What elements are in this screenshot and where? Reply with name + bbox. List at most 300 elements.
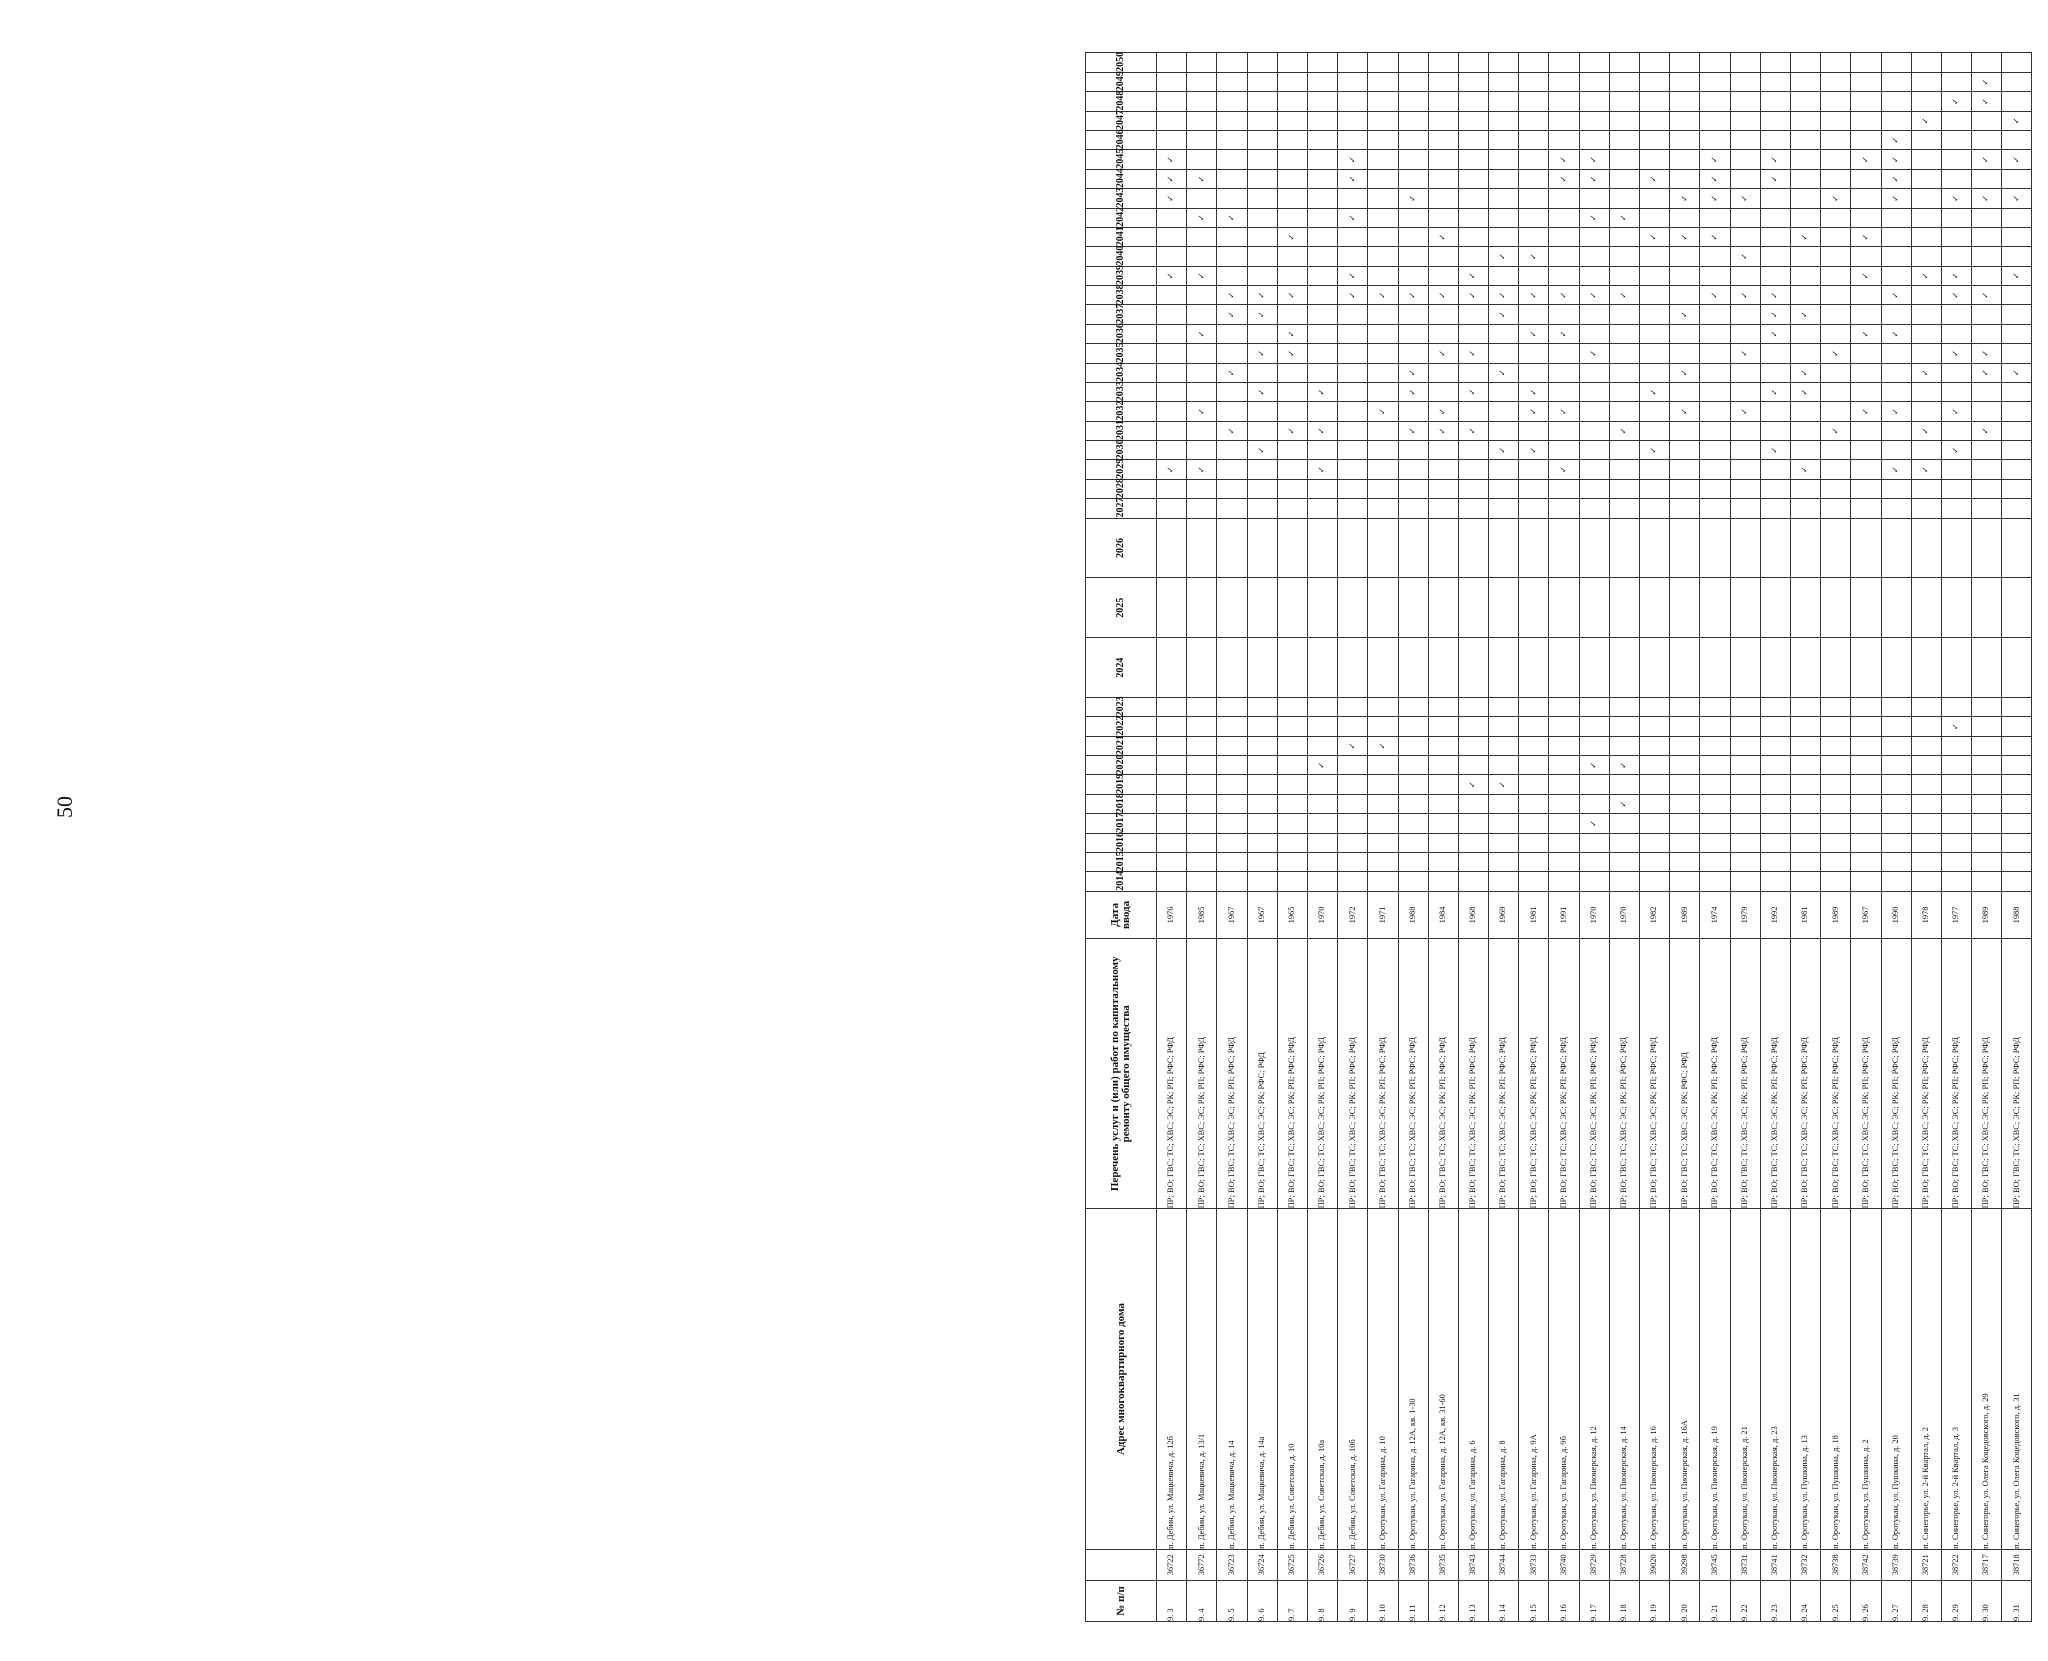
year-cell — [2002, 208, 2032, 227]
year-cell — [1519, 499, 1549, 518]
year-mark: ✓ — [1911, 266, 1941, 285]
year-cell — [1972, 736, 2002, 755]
year-cell — [1640, 402, 1670, 421]
year-cell — [1428, 756, 1458, 775]
year-cell — [1277, 53, 1307, 73]
year-cell — [1307, 578, 1337, 638]
year-cell — [1579, 638, 1609, 698]
year-cell — [1368, 717, 1398, 736]
year-cell — [1821, 208, 1851, 227]
year-cell — [1307, 441, 1337, 460]
year-cell — [1157, 344, 1187, 363]
year-cell — [1640, 518, 1670, 578]
year-cell — [1398, 227, 1428, 246]
year-cell — [1458, 111, 1488, 130]
year-cell — [1881, 72, 1911, 91]
year-cell — [1609, 638, 1639, 698]
year-mark: ✓ — [1579, 150, 1609, 169]
year-cell — [1670, 247, 1700, 266]
table-row — [1760, 53, 1790, 1622]
year-cell — [1368, 324, 1398, 343]
year-cell — [1519, 833, 1549, 852]
year-cell — [1911, 499, 1941, 518]
house-code: 36725 — [1277, 1549, 1307, 1580]
year-cell — [1730, 421, 1760, 440]
year-cell — [1941, 131, 1971, 150]
year-cell — [1187, 756, 1217, 775]
year-cell — [1670, 382, 1700, 401]
year-mark: ✓ — [1911, 460, 1941, 479]
year-cell — [1911, 794, 1941, 813]
house-code: 38732 — [1790, 1549, 1820, 1580]
year-cell — [1911, 92, 1941, 111]
year-cell — [1609, 324, 1639, 343]
year-cell — [1730, 717, 1760, 736]
year-cell — [1549, 227, 1579, 246]
year-cell — [1458, 247, 1488, 266]
year-cell — [1609, 247, 1639, 266]
house-address: п. Оротукан, ул. Гагарина, д. 8 — [1489, 1209, 1519, 1549]
year-mark: ✓ — [1277, 344, 1307, 363]
year-mark: ✓ — [1519, 247, 1549, 266]
year-cell — [1640, 266, 1670, 285]
year-cell — [1851, 131, 1881, 150]
year-mark: ✓ — [1911, 421, 1941, 440]
year-cell — [1398, 131, 1428, 150]
year-cell — [1700, 402, 1730, 421]
table-header-row — [1086, 53, 1157, 1622]
house-code: 38722 — [1941, 1549, 1971, 1580]
header-year-2019: 2019 — [1086, 775, 1157, 794]
year-mark: ✓ — [1760, 324, 1790, 343]
year-mark: ✓ — [1972, 421, 2002, 440]
house-address: п. Оротукан, ул. Пушкина, д. 20 — [1881, 1209, 1911, 1549]
year-cell — [1640, 736, 1670, 755]
year-cell — [1428, 169, 1458, 188]
house-code: 36724 — [1247, 1549, 1277, 1580]
year-cell — [1458, 872, 1488, 891]
table-row — [2002, 53, 2032, 1622]
year-cell — [1941, 227, 1971, 246]
year-cell — [1307, 363, 1337, 382]
year-cell — [1458, 518, 1488, 578]
row-number: 9. 31 — [2002, 1580, 2032, 1621]
year-mark: ✓ — [1881, 324, 1911, 343]
year-cell — [1519, 460, 1549, 479]
year-cell — [1277, 363, 1307, 382]
header-year-2032: 2032 — [1086, 402, 1157, 421]
year-cell — [1579, 72, 1609, 91]
year-cell — [1579, 872, 1609, 891]
commission-date: 1967 — [1247, 891, 1277, 938]
year-cell — [1972, 697, 2002, 716]
year-cell — [1519, 697, 1549, 716]
year-cell — [1247, 208, 1277, 227]
year-cell — [1821, 697, 1851, 716]
year-cell — [1941, 421, 1971, 440]
year-cell — [1670, 794, 1700, 813]
year-cell — [1972, 852, 2002, 871]
house-code: 38745 — [1700, 1549, 1730, 1580]
year-cell — [1217, 382, 1247, 401]
year-mark: ✓ — [1187, 402, 1217, 421]
year-mark: ✓ — [1549, 150, 1579, 169]
house-address: п. Синегорье, ул. Олега Коцедовского, д. 31 — [2002, 1209, 2032, 1549]
house-code: 36727 — [1338, 1549, 1368, 1580]
year-cell — [1338, 578, 1368, 638]
year-cell — [1821, 578, 1851, 638]
year-cell — [1579, 717, 1609, 736]
year-cell — [1217, 756, 1247, 775]
year-cell — [1307, 697, 1337, 716]
year-cell — [1911, 402, 1941, 421]
year-cell — [1519, 814, 1549, 833]
table-row — [1881, 53, 1911, 1622]
year-cell — [1217, 247, 1247, 266]
year-mark: ✓ — [1941, 189, 1971, 208]
year-cell — [1368, 344, 1398, 363]
works-list: ПР; ВО; ГВС; ТС; ХВС; ЭС; РК; РП; РФС; РФД — [1217, 939, 1247, 1209]
year-cell — [1398, 518, 1428, 578]
year-cell — [1247, 247, 1277, 266]
header-year-2025: 2025 — [1086, 578, 1157, 638]
house-address: п. Оротукан, ул. Гагарина, д. 12А, кв. 31-60 — [1428, 1209, 1458, 1549]
year-cell — [1428, 479, 1458, 498]
year-cell — [1851, 814, 1881, 833]
year-cell — [1790, 479, 1820, 498]
year-cell — [1941, 814, 1971, 833]
house-address: п. Оротукан, ул. Пушкина, д. 18 — [1821, 1209, 1851, 1549]
year-cell — [1458, 131, 1488, 150]
year-cell — [1157, 208, 1187, 227]
year-cell — [1640, 499, 1670, 518]
year-cell — [1790, 286, 1820, 305]
year-cell — [1217, 460, 1247, 479]
year-cell — [1911, 227, 1941, 246]
works-list: ПР; ВО; ГВС; ТС; ХВС; ЭС; РК; РП; РФС; РФД — [1489, 939, 1519, 1209]
year-cell — [1519, 756, 1549, 775]
year-cell — [1760, 344, 1790, 363]
year-cell — [1489, 756, 1519, 775]
commission-date: 1968 — [1458, 891, 1488, 938]
year-cell — [1730, 872, 1760, 891]
year-cell — [1549, 775, 1579, 794]
year-cell — [1368, 227, 1398, 246]
year-cell — [1941, 852, 1971, 871]
house-code: 38736 — [1398, 1549, 1428, 1580]
year-cell — [1700, 72, 1730, 91]
year-cell — [1790, 402, 1820, 421]
year-cell — [1187, 697, 1217, 716]
year-cell — [1368, 638, 1398, 698]
year-mark: ✓ — [1428, 227, 1458, 246]
year-cell — [1398, 697, 1428, 716]
year-cell — [1670, 421, 1700, 440]
year-cell — [1247, 131, 1277, 150]
year-cell — [1338, 402, 1368, 421]
year-cell — [1730, 775, 1760, 794]
year-cell — [1730, 852, 1760, 871]
year-cell — [2002, 578, 2032, 638]
works-list: ПР; ВО; ГВС; ТС; ХВС; ЭС; РК; РП; РФС; РФД — [1579, 939, 1609, 1209]
year-cell — [1579, 518, 1609, 578]
year-cell — [1277, 92, 1307, 111]
year-cell — [1187, 305, 1217, 324]
year-cell — [1217, 150, 1247, 169]
house-code: 38721 — [1911, 1549, 1941, 1580]
year-cell — [1941, 208, 1971, 227]
works-list: ПР; ВО; ГВС; ТС; ХВС; ЭС; РК; РП; РФС; РФД — [1338, 939, 1368, 1209]
year-cell — [1549, 872, 1579, 891]
year-cell — [1700, 717, 1730, 736]
year-cell — [1609, 441, 1639, 460]
year-cell — [1609, 131, 1639, 150]
year-cell — [1247, 169, 1277, 188]
year-cell — [2002, 305, 2032, 324]
year-cell — [1277, 872, 1307, 891]
house-code: 38738 — [1821, 1549, 1851, 1580]
year-mark: ✓ — [1851, 402, 1881, 421]
year-cell — [2002, 53, 2032, 73]
header-year-2046: 2046 — [1086, 131, 1157, 150]
year-cell — [1187, 344, 1217, 363]
commission-date: 1989 — [1821, 891, 1851, 938]
year-cell — [1790, 92, 1820, 111]
year-cell — [1972, 247, 2002, 266]
year-cell — [1579, 131, 1609, 150]
year-mark: ✓ — [1489, 363, 1519, 382]
year-cell — [1609, 189, 1639, 208]
year-cell — [2002, 736, 2032, 755]
house-address: п. Оротукан, ул. Пионерская, д. 16А — [1670, 1209, 1700, 1549]
year-cell — [1790, 775, 1820, 794]
table-row — [1368, 53, 1398, 1622]
year-cell — [1790, 578, 1820, 638]
year-cell — [1821, 460, 1851, 479]
house-address: п. Синегорье, ул. 2-й Квартал, д. 3 — [1941, 1209, 1971, 1549]
year-cell — [1247, 756, 1277, 775]
year-cell — [1640, 150, 1670, 169]
year-cell — [1670, 833, 1700, 852]
year-cell — [1428, 441, 1458, 460]
year-cell — [1398, 247, 1428, 266]
year-cell — [1277, 794, 1307, 813]
year-cell — [1458, 363, 1488, 382]
year-cell — [1911, 441, 1941, 460]
year-cell — [1277, 382, 1307, 401]
year-mark: ✓ — [1941, 402, 1971, 421]
year-cell — [1821, 402, 1851, 421]
year-cell — [1187, 872, 1217, 891]
year-cell — [1700, 775, 1730, 794]
year-cell — [1609, 266, 1639, 285]
year-mark: ✓ — [1851, 324, 1881, 343]
year-cell — [1640, 756, 1670, 775]
house-address: п. Синегорье, ул. 2-й Квартал, д. 2 — [1911, 1209, 1941, 1549]
year-cell — [1790, 111, 1820, 130]
row-number: 9. 7 — [1277, 1580, 1307, 1621]
year-cell — [1700, 697, 1730, 716]
year-cell — [2002, 344, 2032, 363]
year-cell — [1549, 53, 1579, 73]
year-cell — [1821, 305, 1851, 324]
table-row — [1519, 53, 1549, 1622]
year-cell — [1247, 518, 1277, 578]
year-cell — [2002, 441, 2032, 460]
year-cell — [1790, 208, 1820, 227]
year-cell — [1790, 814, 1820, 833]
year-cell — [1217, 499, 1247, 518]
year-cell — [1579, 460, 1609, 479]
header-year-2044: 2044 — [1086, 169, 1157, 188]
year-cell — [1821, 150, 1851, 169]
year-cell — [1972, 266, 2002, 285]
year-mark: ✓ — [1247, 382, 1277, 401]
year-mark: ✓ — [1157, 460, 1187, 479]
year-mark: ✓ — [1640, 441, 1670, 460]
year-mark: ✓ — [1790, 382, 1820, 401]
year-cell — [1338, 460, 1368, 479]
row-number: 9. 10 — [1368, 1580, 1398, 1621]
year-cell — [1157, 247, 1187, 266]
commission-date: 1971 — [1368, 891, 1398, 938]
year-cell — [1579, 363, 1609, 382]
year-cell — [1338, 344, 1368, 363]
header-year-2033: 2033 — [1086, 382, 1157, 401]
year-cell — [1911, 717, 1941, 736]
house-code: 36772 — [1187, 1549, 1217, 1580]
year-mark: ✓ — [1428, 402, 1458, 421]
year-cell — [1760, 518, 1790, 578]
year-cell — [1277, 697, 1307, 716]
year-cell — [1157, 382, 1187, 401]
year-cell — [1851, 72, 1881, 91]
house-address: п. Оротукан, ул. Пушкина, д. 13 — [1790, 1209, 1820, 1549]
row-number: 9. 30 — [1972, 1580, 2002, 1621]
year-cell — [1217, 53, 1247, 73]
works-list: ПР; ВО; ГВС; ТС; ХВС; ЭС; РК; РП; РФС; РФД — [1157, 939, 1187, 1209]
year-cell — [1489, 324, 1519, 343]
year-cell — [1549, 363, 1579, 382]
year-cell — [1549, 814, 1579, 833]
commission-date: 1974 — [1700, 891, 1730, 938]
year-cell — [1881, 266, 1911, 285]
year-cell — [1338, 794, 1368, 813]
year-cell — [1428, 775, 1458, 794]
year-cell — [1217, 169, 1247, 188]
row-number: 9. 21 — [1700, 1580, 1730, 1621]
year-cell — [1881, 499, 1911, 518]
header-year-2031: 2031 — [1086, 421, 1157, 440]
year-cell — [1730, 638, 1760, 698]
year-cell — [1640, 305, 1670, 324]
year-cell — [1579, 499, 1609, 518]
year-cell — [1821, 266, 1851, 285]
year-cell — [1579, 382, 1609, 401]
year-mark: ✓ — [1428, 344, 1458, 363]
year-cell — [1730, 150, 1760, 169]
year-cell — [1247, 111, 1277, 130]
year-mark: ✓ — [1760, 382, 1790, 401]
year-cell — [1398, 402, 1428, 421]
year-mark: ✓ — [1519, 286, 1549, 305]
year-cell — [1489, 344, 1519, 363]
year-cell — [1489, 382, 1519, 401]
year-cell — [1640, 247, 1670, 266]
year-cell — [1881, 833, 1911, 852]
year-cell — [1187, 247, 1217, 266]
year-cell — [1941, 247, 1971, 266]
year-cell — [1398, 499, 1428, 518]
house-address: п. Оротукан, ул. Пионерская, д. 21 — [1730, 1209, 1760, 1549]
year-cell — [1157, 794, 1187, 813]
commission-date: 1969 — [1489, 891, 1519, 938]
year-cell — [1881, 736, 1911, 755]
year-cell — [1398, 736, 1428, 755]
year-cell — [1851, 717, 1881, 736]
works-list: ПР; ВО; ГВС; ТС; ХВС; ЭС; РК; РП; РФС; РФД — [1851, 939, 1881, 1209]
year-cell — [1458, 305, 1488, 324]
year-mark: ✓ — [1549, 402, 1579, 421]
year-cell — [1730, 499, 1760, 518]
year-cell — [1760, 460, 1790, 479]
year-cell — [1911, 638, 1941, 698]
year-cell — [1911, 852, 1941, 871]
year-cell — [1790, 169, 1820, 188]
year-mark: ✓ — [1730, 286, 1760, 305]
year-mark: ✓ — [1700, 227, 1730, 246]
year-cell — [1821, 169, 1851, 188]
year-mark: ✓ — [1217, 421, 1247, 440]
year-cell — [1277, 736, 1307, 755]
year-cell — [1157, 131, 1187, 150]
year-cell — [1972, 833, 2002, 852]
year-mark: ✓ — [2002, 266, 2032, 285]
year-cell — [1911, 150, 1941, 169]
year-mark: ✓ — [1549, 169, 1579, 188]
year-cell — [1609, 227, 1639, 246]
year-cell — [1398, 72, 1428, 91]
year-cell — [1428, 518, 1458, 578]
year-cell — [1428, 53, 1458, 73]
year-mark: ✓ — [1640, 382, 1670, 401]
year-cell — [1579, 247, 1609, 266]
year-cell — [1187, 421, 1217, 440]
year-cell — [1458, 736, 1488, 755]
table-row — [1640, 53, 1670, 1622]
year-cell — [1941, 518, 1971, 578]
year-cell — [1941, 72, 1971, 91]
year-cell — [1277, 756, 1307, 775]
year-cell — [1609, 402, 1639, 421]
year-cell — [1911, 697, 1941, 716]
year-cell — [1157, 697, 1187, 716]
house-code: 38741 — [1760, 1549, 1790, 1580]
year-cell — [1398, 111, 1428, 130]
commission-date: 1989 — [1670, 891, 1700, 938]
year-cell — [1851, 872, 1881, 891]
year-mark: ✓ — [1730, 402, 1760, 421]
year-cell — [1247, 697, 1277, 716]
year-cell — [1338, 833, 1368, 852]
year-mark: ✓ — [1217, 208, 1247, 227]
year-cell — [1851, 638, 1881, 698]
year-cell — [1911, 324, 1941, 343]
table-row — [1247, 53, 1277, 1622]
year-cell — [1911, 247, 1941, 266]
year-cell — [1247, 578, 1277, 638]
year-mark: ✓ — [1489, 305, 1519, 324]
